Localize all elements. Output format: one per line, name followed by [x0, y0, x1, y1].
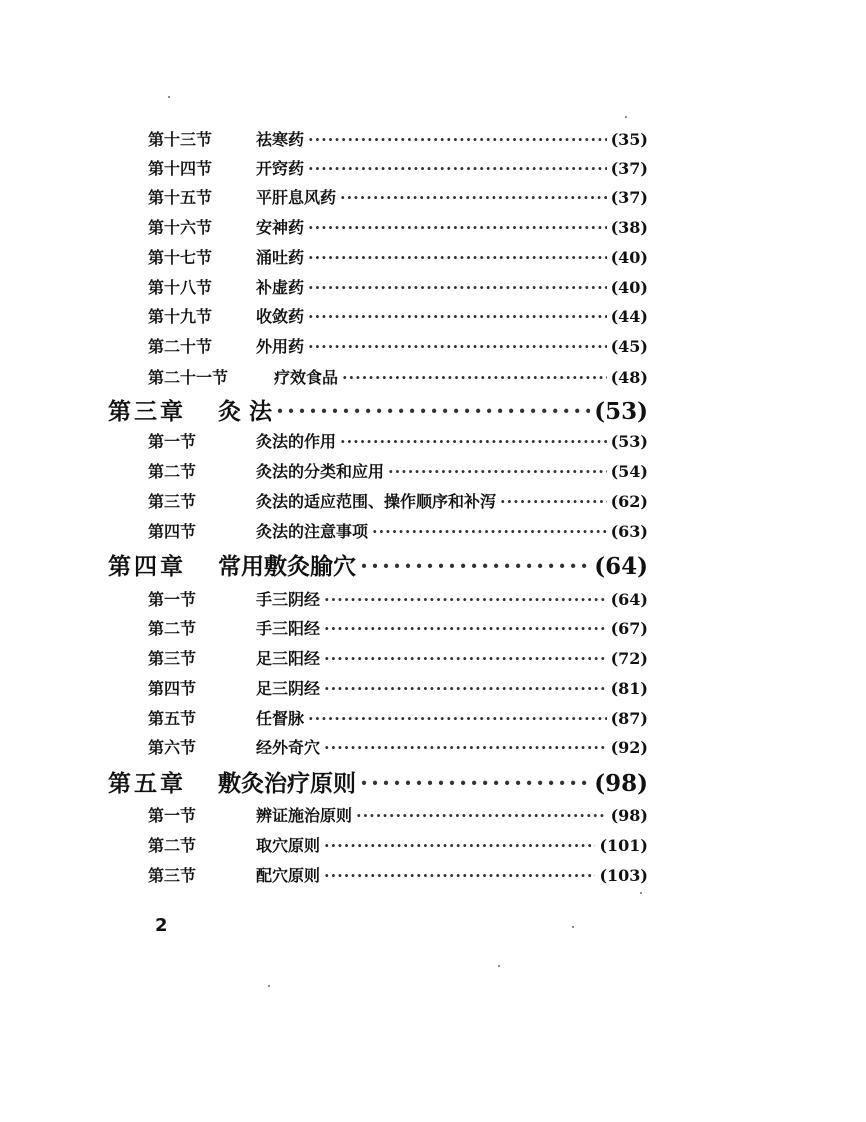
- section-label: 第十四节: [148, 159, 213, 178]
- section-title: 手三阳经: [256, 619, 321, 638]
- dot-leader: [324, 617, 607, 641]
- section-label: 第一节: [148, 806, 197, 825]
- section-label: 第四节: [148, 679, 197, 698]
- dot-leader: [360, 551, 590, 583]
- toc-section-row: [148, 276, 648, 300]
- section-title: 祛寒药: [256, 130, 305, 149]
- toc-chapter-row: [108, 396, 648, 428]
- dot-leader: [340, 430, 607, 454]
- page-reference: (48): [610, 368, 648, 387]
- toc-section-row: [148, 430, 648, 454]
- section-title: 足三阳经: [256, 649, 321, 668]
- dot-leader: [324, 677, 607, 701]
- toc-section-row: [148, 617, 648, 641]
- section-label: 第二十节: [148, 337, 213, 356]
- chapter-title: 灸 法: [218, 398, 273, 425]
- chapter-label: 第四章: [108, 553, 186, 580]
- scan-speck: [268, 985, 270, 987]
- page-reference: (103): [599, 866, 648, 885]
- page-reference: (72): [610, 649, 648, 668]
- section-title: 灸法的适应范围、操作顺序和补泻: [256, 492, 497, 511]
- section-title: 取穴原则: [256, 836, 321, 855]
- toc-section-row: [148, 157, 648, 181]
- dot-leader: [308, 305, 607, 329]
- page-reference: (44): [610, 307, 648, 326]
- toc-section-row: [148, 366, 648, 390]
- section-label: 第二节: [148, 462, 197, 481]
- dot-leader: [340, 186, 607, 210]
- page-reference: (40): [610, 248, 648, 267]
- section-label: 第五节: [148, 709, 197, 728]
- toc-section-row: [148, 804, 648, 828]
- toc-section-row: [148, 246, 648, 270]
- dot-leader: [308, 276, 607, 300]
- section-title: 辨证施治原则: [256, 806, 353, 825]
- page-reference: (81): [610, 679, 648, 698]
- section-label: 第二节: [148, 619, 197, 638]
- toc-section-row: [148, 216, 648, 240]
- section-title: 开窍药: [256, 159, 305, 178]
- section-title: 补虚药: [256, 278, 305, 297]
- section-title: 任督脉: [256, 709, 305, 728]
- dot-leader: [308, 707, 607, 731]
- toc-chapter-row: [108, 551, 648, 583]
- page-reference: (87): [610, 709, 648, 728]
- page-reference: (35): [610, 130, 648, 149]
- toc-section-row: [148, 588, 648, 612]
- scan-speck: [498, 965, 500, 967]
- page-reference: (63): [610, 522, 648, 541]
- section-label: 第十五节: [148, 188, 213, 207]
- page-reference: (62): [610, 492, 648, 511]
- page-number: 2: [155, 915, 168, 936]
- section-title: 足三阴经: [256, 679, 321, 698]
- section-label: 第二节: [148, 836, 197, 855]
- dot-leader: [324, 834, 595, 858]
- dot-leader: [324, 736, 607, 760]
- dot-leader: [276, 396, 590, 428]
- section-title: 灸法的注意事项: [256, 522, 369, 541]
- section-title: 灸法的作用: [256, 432, 337, 451]
- section-label: 第十三节: [148, 130, 213, 149]
- section-label: 第十八节: [148, 278, 213, 297]
- scan-speck: [572, 926, 574, 928]
- page-reference: (38): [610, 218, 648, 237]
- section-label: 第四节: [148, 522, 197, 541]
- section-label: 第一节: [148, 432, 197, 451]
- section-label: 第二十一节: [148, 368, 229, 387]
- section-title: 手三阴经: [256, 590, 321, 609]
- dot-leader: [324, 864, 595, 888]
- page-reference: (92): [610, 738, 648, 757]
- page-reference: (101): [599, 836, 648, 855]
- page-reference: (98): [594, 770, 648, 797]
- dot-leader: [342, 366, 607, 390]
- section-label: 第十七节: [148, 248, 213, 267]
- section-title: 安神药: [256, 218, 305, 237]
- toc-section-row: [148, 677, 648, 701]
- toc-section-row: [148, 647, 648, 671]
- chapter-title: 常用敷灸腧穴: [218, 553, 356, 580]
- toc-section-row: [148, 186, 648, 210]
- section-title: 经外奇穴: [256, 738, 321, 757]
- section-title: 外用药: [256, 337, 305, 356]
- toc-section-row: [148, 460, 648, 484]
- scan-speck: [168, 96, 170, 98]
- dot-leader: [360, 768, 590, 800]
- dot-leader: [308, 335, 607, 359]
- section-label: 第一节: [148, 590, 197, 609]
- toc-section-row: [148, 335, 648, 359]
- page-reference: (64): [594, 553, 648, 580]
- page-reference: (53): [594, 398, 648, 425]
- section-label: 第十六节: [148, 218, 213, 237]
- section-label: 第六节: [148, 738, 197, 757]
- page-reference: (98): [610, 806, 648, 825]
- section-label: 第三节: [148, 492, 197, 511]
- dot-leader: [308, 246, 607, 270]
- chapter-label: 第五章: [108, 770, 186, 797]
- toc-section-row: [148, 834, 648, 858]
- chapter-title: 敷灸治疗原则: [218, 770, 356, 797]
- section-label: 第三节: [148, 649, 197, 668]
- dot-leader: [308, 216, 607, 240]
- section-title: 涌吐药: [256, 248, 305, 267]
- dot-leader: [308, 157, 607, 181]
- section-title: 灸法的分类和应用: [256, 462, 385, 481]
- toc-section-row: [148, 128, 648, 152]
- dot-leader: [308, 128, 607, 152]
- page-reference: (54): [610, 462, 648, 481]
- section-title: 配穴原则: [256, 866, 321, 885]
- dot-leader: [356, 804, 607, 828]
- section-title: 平肝息风药: [256, 188, 337, 207]
- section-label: 第十九节: [148, 307, 213, 326]
- toc-section-row: [148, 707, 648, 731]
- chapter-label: 第三章: [108, 398, 186, 425]
- dot-leader: [324, 588, 607, 612]
- page-reference: (37): [610, 188, 648, 207]
- section-title: 疗效食品: [274, 368, 339, 387]
- dot-leader: [388, 460, 607, 484]
- page-reference: (53): [610, 432, 648, 451]
- toc-section-row: [148, 864, 648, 888]
- page-reference: (67): [610, 619, 648, 638]
- section-title: 收敛药: [256, 307, 305, 326]
- dot-leader: [500, 490, 607, 514]
- toc-section-row: [148, 305, 648, 329]
- page-reference: (64): [610, 590, 648, 609]
- page-reference: (45): [610, 337, 648, 356]
- toc-section-row: [148, 520, 648, 544]
- scan-speck: [640, 892, 642, 894]
- section-label: 第三节: [148, 866, 197, 885]
- toc-section-row: [148, 490, 648, 514]
- page-reference: (37): [610, 159, 648, 178]
- dot-leader: [372, 520, 607, 544]
- toc-section-row: [148, 736, 648, 760]
- toc-chapter-row: [108, 768, 648, 800]
- page-reference: (40): [610, 278, 648, 297]
- dot-leader: [324, 647, 607, 671]
- scan-speck: [625, 116, 627, 118]
